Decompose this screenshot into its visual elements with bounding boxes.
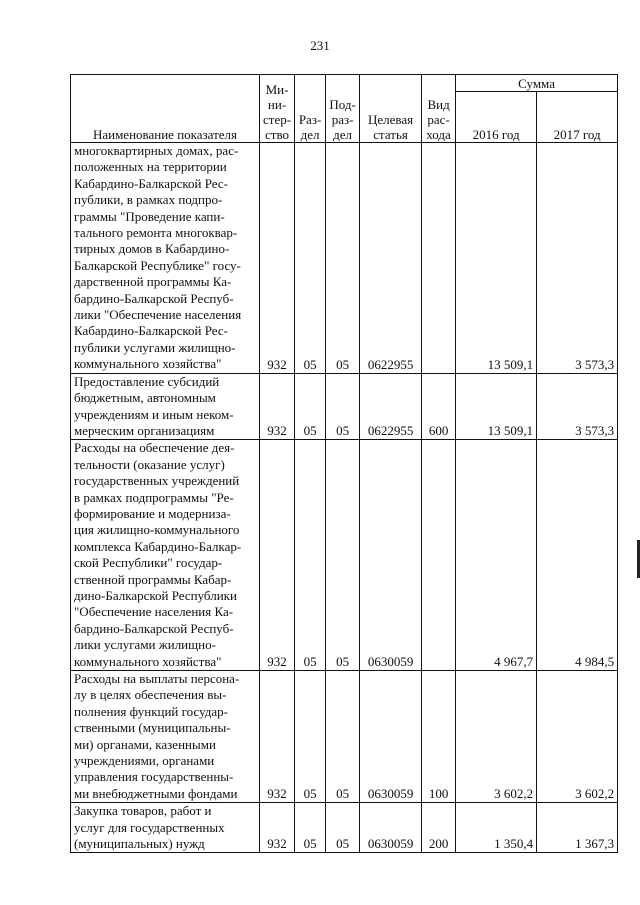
row-sum-2017: 1 367,3 — [537, 803, 618, 853]
header-name: Наименование показателя — [71, 75, 260, 143]
row-subsection: 05 — [326, 440, 360, 671]
row-ministry: 932 — [260, 803, 295, 853]
row-sum-2016: 3 602,2 — [456, 671, 537, 803]
row-subsection: 05 — [326, 803, 360, 853]
row-sum-2016: 4 967,7 — [456, 440, 537, 671]
row-ministry: 932 — [260, 440, 295, 671]
row-target-article: 0622955 — [360, 143, 422, 374]
table-row — [71, 373, 618, 440]
row-sum-2017: 4 984,5 — [537, 440, 618, 671]
header-target-article: Целевая статья — [360, 75, 422, 143]
table-row — [71, 440, 618, 671]
row-expense-type — [422, 440, 456, 671]
row-target-article: 0630059 — [360, 440, 422, 671]
header-ministry: Ми- ни- стер- ство — [260, 75, 295, 143]
row-sum-2016: 13 509,1 — [456, 143, 537, 374]
row-sum-2017: 3 573,3 — [537, 143, 618, 374]
row-subsection: 05 — [326, 143, 360, 374]
table-row — [71, 671, 618, 803]
row-name: многоквартирных домах, рас- положенных на территории Кабардино-Балкарской Рес- публики, в рамках подпро- граммы "Проведение капи- тального ремонта многоквар- тирных домов в Кабардино- Балкарской Республике" госу- дарственной программы Ка- бардино-Балкарской Респуб- лики "Обеспечение населения Кабардино-Балкарской Рес- публики услугами жилищно- коммунального хозяйства" — [71, 143, 260, 374]
row-target-article: 0630059 — [360, 803, 422, 853]
row-name: Расходы на выплаты персона- лу в целях обеспечения вы- полнения функций государ- ственными (муниципальны- ми) органами, казенными учреждениями, органами управления государственны- ми внебюджетными фондами — [71, 671, 260, 803]
table-row — [71, 143, 618, 374]
row-expense-type: 600 — [422, 373, 456, 440]
row-expense-type: 200 — [422, 803, 456, 853]
row-target-article: 0630059 — [360, 671, 422, 803]
row-subsection: 05 — [326, 373, 360, 440]
row-ministry: 932 — [260, 373, 295, 440]
row-ministry: 932 — [260, 671, 295, 803]
row-expense-type: 100 — [422, 671, 456, 803]
row-sum-2016: 13 509,1 — [456, 373, 537, 440]
header-section: Раз- дел — [295, 75, 326, 143]
budget-table — [70, 74, 618, 853]
row-section: 05 — [295, 143, 326, 374]
row-target-article: 0622955 — [360, 373, 422, 440]
row-section: 05 — [295, 373, 326, 440]
header-sum: Сумма — [456, 75, 618, 92]
row-ministry: 932 — [260, 143, 295, 374]
header-year-2016: 2016 год — [456, 92, 537, 143]
row-section: 05 — [295, 803, 326, 853]
header-year-2017: 2017 год — [537, 92, 618, 143]
row-name: Закупка товаров, работ и услуг для государственных (муниципальных) нужд — [71, 803, 260, 853]
row-section: 05 — [295, 440, 326, 671]
header-subsection: Под- раз- дел — [326, 75, 360, 143]
row-sum-2016: 1 350,4 — [456, 803, 537, 853]
row-name: Расходы на обеспечение дея- тельности (оказание услуг) государственных учреждений в рамках подпрограммы "Ре- формирование и модерниза- ция жилищно-коммунального комплекса Кабардино-Балкар- ской Республики" государ- ственной программы Кабар- дино-Балкарской Республики "Обеспечение населения Ка- бардино-Балкарской Респуб- лики услугами жилищно- коммунального хозяйства" — [71, 440, 260, 671]
row-section: 05 — [295, 671, 326, 803]
row-subsection: 05 — [326, 671, 360, 803]
row-expense-type — [422, 143, 456, 374]
table-row — [71, 803, 618, 853]
row-name: Предоставление субсидий бюджетным, автономным учреждениям и иным неком- мерческим организациям — [71, 373, 260, 440]
row-sum-2017: 3 602,2 — [537, 671, 618, 803]
page-number: 231 — [310, 38, 330, 53]
header-expense-type: Вид рас- хода — [422, 75, 456, 143]
row-sum-2017: 3 573,3 — [537, 373, 618, 440]
